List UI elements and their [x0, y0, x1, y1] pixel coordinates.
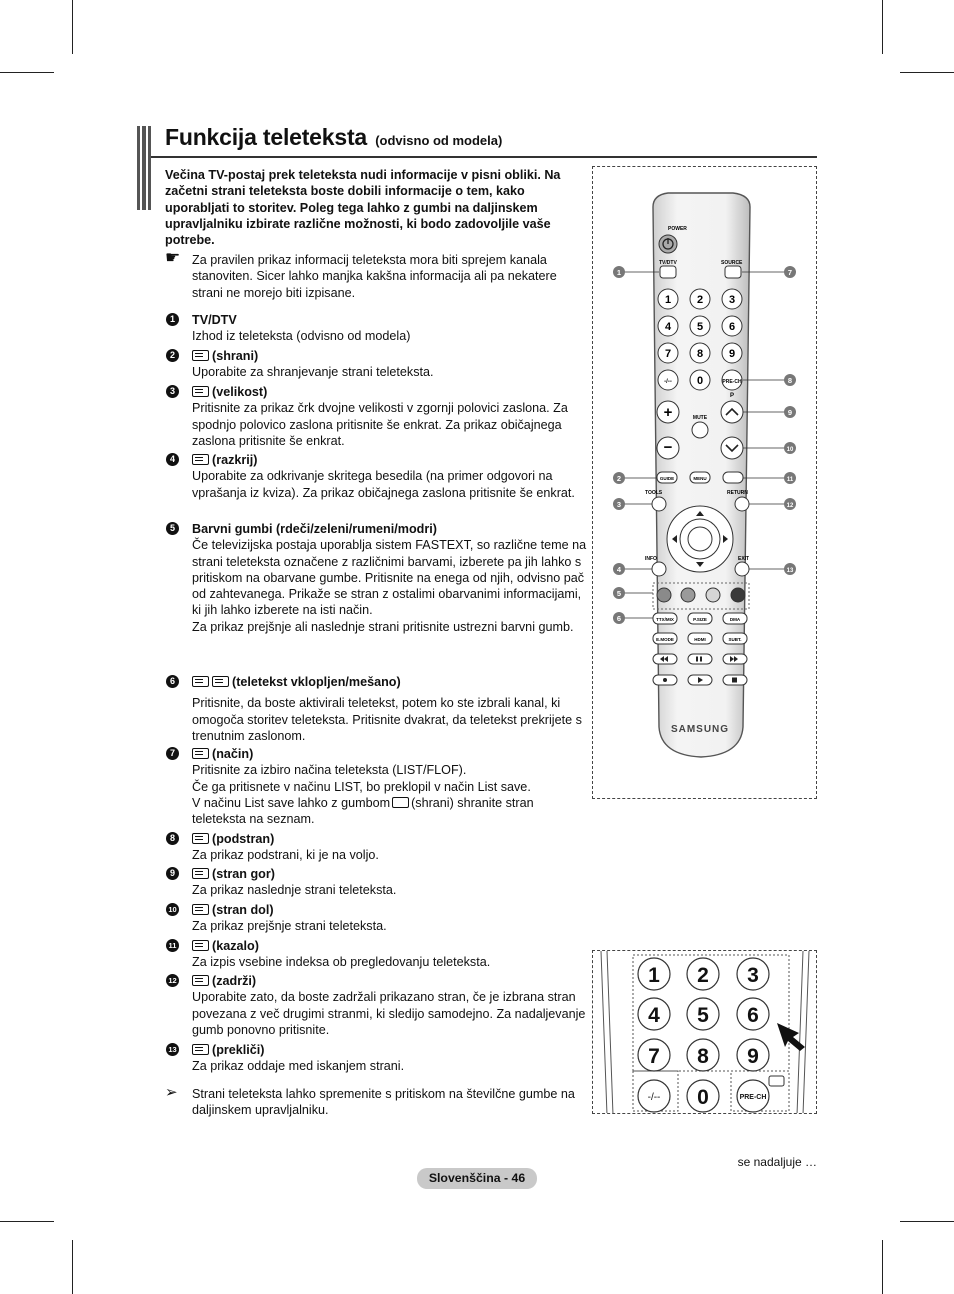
- mode-icon: [192, 748, 209, 759]
- svg-text:+: +: [663, 404, 673, 421]
- item-label: Barvni gumbi (rdeči/zeleni/rumeni/modri): [192, 522, 437, 536]
- item-desc: Za prikaz oddaje med iskanjem strani.: [192, 1059, 405, 1074]
- item-2: [165, 348, 590, 381]
- item-number: 1: [166, 313, 179, 326]
- crop-mark: [0, 72, 54, 73]
- callout-2: 2: [616, 474, 622, 483]
- keypad-8: 8: [697, 1045, 709, 1068]
- item-number: 3: [166, 385, 179, 398]
- intro-paragraph: Večina TV-postaj prek teleteksta nudi informacije v pisni obliki. Na začetni strani teleteksta boste dobili informacije o tem, kako uporabljati to storitev. Poleg tega lahko z gumbi na daljinskem upravljalniku izbirate različne možnosti, ki bodo zadovoljile vaše potrebe.: [165, 168, 561, 248]
- digit-5: 5: [696, 321, 704, 333]
- keypad-0: 0: [697, 1086, 709, 1109]
- item-desc: Pritisnite, da boste aktivirali teletekst, potem ko ste izbrali kanal, ki omogoča storitev teleteksta. Pritisnite dvakrat, da teletekst prekrijete s trenutnim zaslonom.: [192, 696, 582, 743]
- item-13: [165, 1042, 590, 1075]
- prech-label: PRE-CH: [722, 379, 742, 385]
- crop-mark: [0, 1221, 54, 1222]
- teletext-on-icon: [192, 676, 209, 687]
- mute-label: MUTE: [692, 415, 708, 421]
- psize-label: P.SIZE: [693, 617, 707, 622]
- item-number: 8: [166, 832, 179, 845]
- callout-5: 5: [616, 589, 622, 598]
- title-rule: [151, 156, 817, 158]
- page-up-icon: [192, 868, 209, 879]
- item-desc: Pritisnite za izbiro načina teleteksta (LIST/FLOF).: [192, 763, 467, 778]
- tools-label: TOOLS: [645, 490, 663, 496]
- item-1: [165, 312, 590, 345]
- item-label: (stran dol): [212, 903, 274, 917]
- hdmi-label: HDMI: [694, 637, 706, 642]
- channel-down-button: [721, 437, 743, 459]
- item-desc: Pritisnite za prikaz črk dvojne velikosti v zgornji polovici zaslona. Za spodnjo polovico zaslona pritisnite še enkrat. Za prikaz običajnega zaslona pritisnite še enkrat.: [192, 401, 568, 448]
- save-icon: [192, 350, 209, 361]
- item-number: 9: [166, 867, 179, 880]
- source-button: [725, 266, 741, 278]
- callout-13: 13: [786, 568, 794, 574]
- keypad-drawing: [593, 951, 817, 1114]
- save-icon: [392, 797, 409, 808]
- tvdtv-button: [660, 266, 676, 278]
- keypad-6: 6: [747, 1004, 759, 1027]
- crop-mark: [72, 1240, 73, 1294]
- callout-7: 7: [787, 268, 793, 277]
- tools-button: [652, 497, 666, 511]
- digit-1: 1: [664, 294, 672, 306]
- keypad-5: 5: [697, 1004, 709, 1027]
- keypad-7: 7: [648, 1045, 660, 1068]
- item-desc: Za izpis vsebine indeksa ob pregledovanju teleteksta.: [192, 955, 491, 970]
- callout-8: 8: [787, 376, 793, 385]
- keypad-figure: [592, 950, 817, 1114]
- channel-label: P: [729, 393, 735, 399]
- callout-6: 6: [616, 614, 622, 623]
- mute-button: [692, 422, 708, 438]
- continued-label: se nadaljuje …: [737, 1155, 817, 1169]
- page-title-text: Funkcija teleteksta: [165, 124, 368, 150]
- item-desc: Uporabite za shranjevanje strani teleteksta.: [192, 365, 434, 380]
- index-icon: [192, 940, 209, 951]
- item-number: 7: [166, 747, 179, 760]
- item-label: (teletekst vklopljen/mešano): [232, 675, 401, 689]
- digit-4: 4: [664, 321, 672, 333]
- footnote-text: Strani teleteksta lahko spremenite s pritiskom na številčne gumbe na daljinskem upravljalniku.: [192, 1087, 575, 1118]
- callout-9: 9: [787, 408, 793, 417]
- item-desc-3a: V načinu List save lahko z gumbom: [192, 795, 391, 810]
- item-desc: Uporabite zato, da boste zadržali prikazano stran, če je izbrana stran povezana z več drugimi stranmi, ki sledijo samodejno. Za nadaljevanje gumb ponovno pritisnite.: [192, 990, 586, 1037]
- item-label: (kazalo): [212, 939, 259, 953]
- item-12: [165, 973, 590, 1038]
- item-label: (razkrij): [212, 453, 258, 467]
- pointing-hand-icon: ☛: [165, 248, 181, 267]
- crop-mark: [72, 0, 73, 54]
- green-button: [681, 588, 695, 602]
- crop-mark: [900, 1221, 954, 1222]
- return-label: RETURN: [727, 490, 748, 496]
- arrow-icon: ➢: [165, 1084, 178, 1101]
- emode-label: E.MODE: [656, 637, 674, 642]
- subpage-icon: [192, 833, 209, 844]
- keypad-3: 3: [747, 964, 759, 987]
- crop-mark: [882, 1240, 883, 1294]
- digit-7: 7: [664, 348, 672, 360]
- dma-label: DMA: [729, 617, 741, 622]
- item-desc: Za prikaz naslednje strani teleteksta.: [192, 883, 397, 898]
- item-desc: Izhod iz teleteksta (odvisno od modela): [192, 329, 411, 344]
- size-icon: [192, 386, 209, 397]
- item-5: [165, 521, 590, 635]
- menu-label: MENU: [693, 476, 707, 481]
- pointer-arrow-icon: [777, 1023, 805, 1051]
- reveal-icon: [192, 454, 209, 465]
- index-button: [723, 472, 743, 483]
- digit-3: 3: [728, 294, 736, 306]
- blue-button: [731, 588, 745, 602]
- item-label: TV/DTV: [192, 313, 237, 327]
- exit-button: [735, 562, 749, 576]
- callout-4: 4: [616, 565, 622, 574]
- keypad-dash: -/--: [647, 1092, 661, 1103]
- page-down-icon: [192, 904, 209, 915]
- item-desc: Če televizijska postaja uporablja sistem FASTEXT, so različne teme na strani teleteksta označene z različnimi barvami, izberete pa jih lahko s pritiskom na obarvane gumbe. Pritisnite na enega od njih, odvisno pač od zahtevanega. Prikaže se stran z ostalimi obarvanimi informacijami, ki jih lahko izberete na isti način.: [192, 538, 587, 618]
- info-label: INFO: [645, 556, 657, 562]
- note-text: Za pravilen prikaz informacij teleteksta mora biti sprejem kanala stanoviten. Sicer lahko manjka kakšna informacija ali pa nekatere strani ne morejo biti izpisane.: [192, 253, 557, 300]
- item-11: [165, 938, 590, 971]
- keypad-subpage-button: [769, 1076, 784, 1086]
- ttx-label: TTX/MIX: [656, 617, 674, 622]
- item-desc: Za prikaz podstrani, ki je na voljo.: [192, 848, 379, 863]
- item-8: [165, 831, 590, 864]
- item-label: (podstran): [212, 832, 275, 846]
- page-subtitle: (odvisno od modela): [375, 133, 503, 148]
- return-button: [735, 497, 749, 511]
- keypad-prech: PRE-CH: [739, 1094, 767, 1101]
- callout-3: 3: [616, 500, 622, 509]
- exit-label: EXIT: [738, 556, 750, 562]
- callout-1: 1: [616, 268, 622, 277]
- item-10: [165, 902, 590, 935]
- header-side-bars: [137, 126, 151, 210]
- item-desc: Uporabite za odkrivanje skritega besedila (na primer odgovori na vprašanja iz kviza). Za prikaz običajnega zaslona pritisnite še enkrat.: [192, 469, 575, 500]
- item-4: [165, 452, 590, 501]
- item-number: 11: [166, 939, 179, 952]
- item-label: (velikost): [212, 385, 268, 399]
- page-number-badge: Slovenščina - 46: [417, 1168, 537, 1189]
- keypad-2: 2: [697, 964, 709, 987]
- digit-6: 6: [728, 321, 736, 333]
- tvdtv-label: TV/DTV: [659, 260, 677, 266]
- item-number: 2: [166, 349, 179, 362]
- mix-icon: [212, 676, 229, 687]
- item-number: 10: [166, 903, 179, 916]
- digit-8: 8: [696, 348, 704, 360]
- info-button: [652, 562, 666, 576]
- remote-drawing: [593, 167, 817, 799]
- item-6: [165, 674, 590, 744]
- page-title: [165, 124, 502, 151]
- item-number: 4: [166, 453, 179, 466]
- item-9: [165, 866, 590, 899]
- enter-button: [688, 527, 712, 551]
- item-label: (zadrži): [212, 974, 257, 988]
- item-desc-2: Če ga pritisnete v načinu LIST, bo preklopil v način List save.: [192, 779, 531, 794]
- item-label: (shrani): [212, 349, 259, 363]
- digit-9: 9: [728, 348, 736, 360]
- cancel-icon: [192, 1044, 209, 1055]
- footnote: [165, 1086, 585, 1119]
- item-number: 13: [166, 1043, 179, 1056]
- brand-logo: SAMSUNG: [670, 724, 730, 735]
- keypad-1: 1: [648, 964, 660, 987]
- source-label: SOURCE: [721, 260, 743, 266]
- keypad-9: 9: [747, 1045, 759, 1068]
- item-number: 6: [166, 675, 179, 688]
- channel-up-button: [721, 401, 743, 423]
- red-button: [657, 588, 671, 602]
- guide-label: GUIDE: [659, 476, 675, 481]
- item-desc: Za prikaz prejšnje strani teleteksta.: [192, 919, 387, 934]
- callout-11: 11: [786, 477, 794, 483]
- keypad-4: 4: [648, 1004, 660, 1027]
- power-label: POWER: [668, 226, 687, 232]
- item-number: 5: [166, 522, 179, 535]
- note-paragraph: [165, 248, 585, 301]
- subt-label: SUBT.: [728, 637, 742, 642]
- item-label: (način): [212, 747, 254, 761]
- item-label: (stran gor): [212, 867, 275, 881]
- remote-figure: [592, 166, 817, 799]
- callout-10: 10: [786, 447, 794, 453]
- item-label: (prekliči): [212, 1043, 265, 1057]
- svg-text:−: −: [663, 439, 673, 456]
- digit-2: 2: [696, 294, 704, 306]
- item-3: [165, 384, 590, 449]
- crop-mark: [882, 0, 883, 54]
- item-desc-2: Za prikaz prejšnje ali naslednje strani pritisnite ustrezni barvni gumb.: [192, 619, 574, 634]
- digit-0: 0: [696, 375, 704, 387]
- item-desc-3b: (shrani) shranite stran teleteksta na seznam.: [192, 795, 534, 827]
- callout-12: 12: [786, 503, 794, 509]
- item-number: 12: [166, 974, 179, 987]
- yellow-button: [706, 588, 720, 602]
- hold-icon: [192, 975, 209, 986]
- digit-dash: -/--: [664, 379, 672, 385]
- item-7: [165, 746, 590, 827]
- crop-mark: [900, 72, 954, 73]
